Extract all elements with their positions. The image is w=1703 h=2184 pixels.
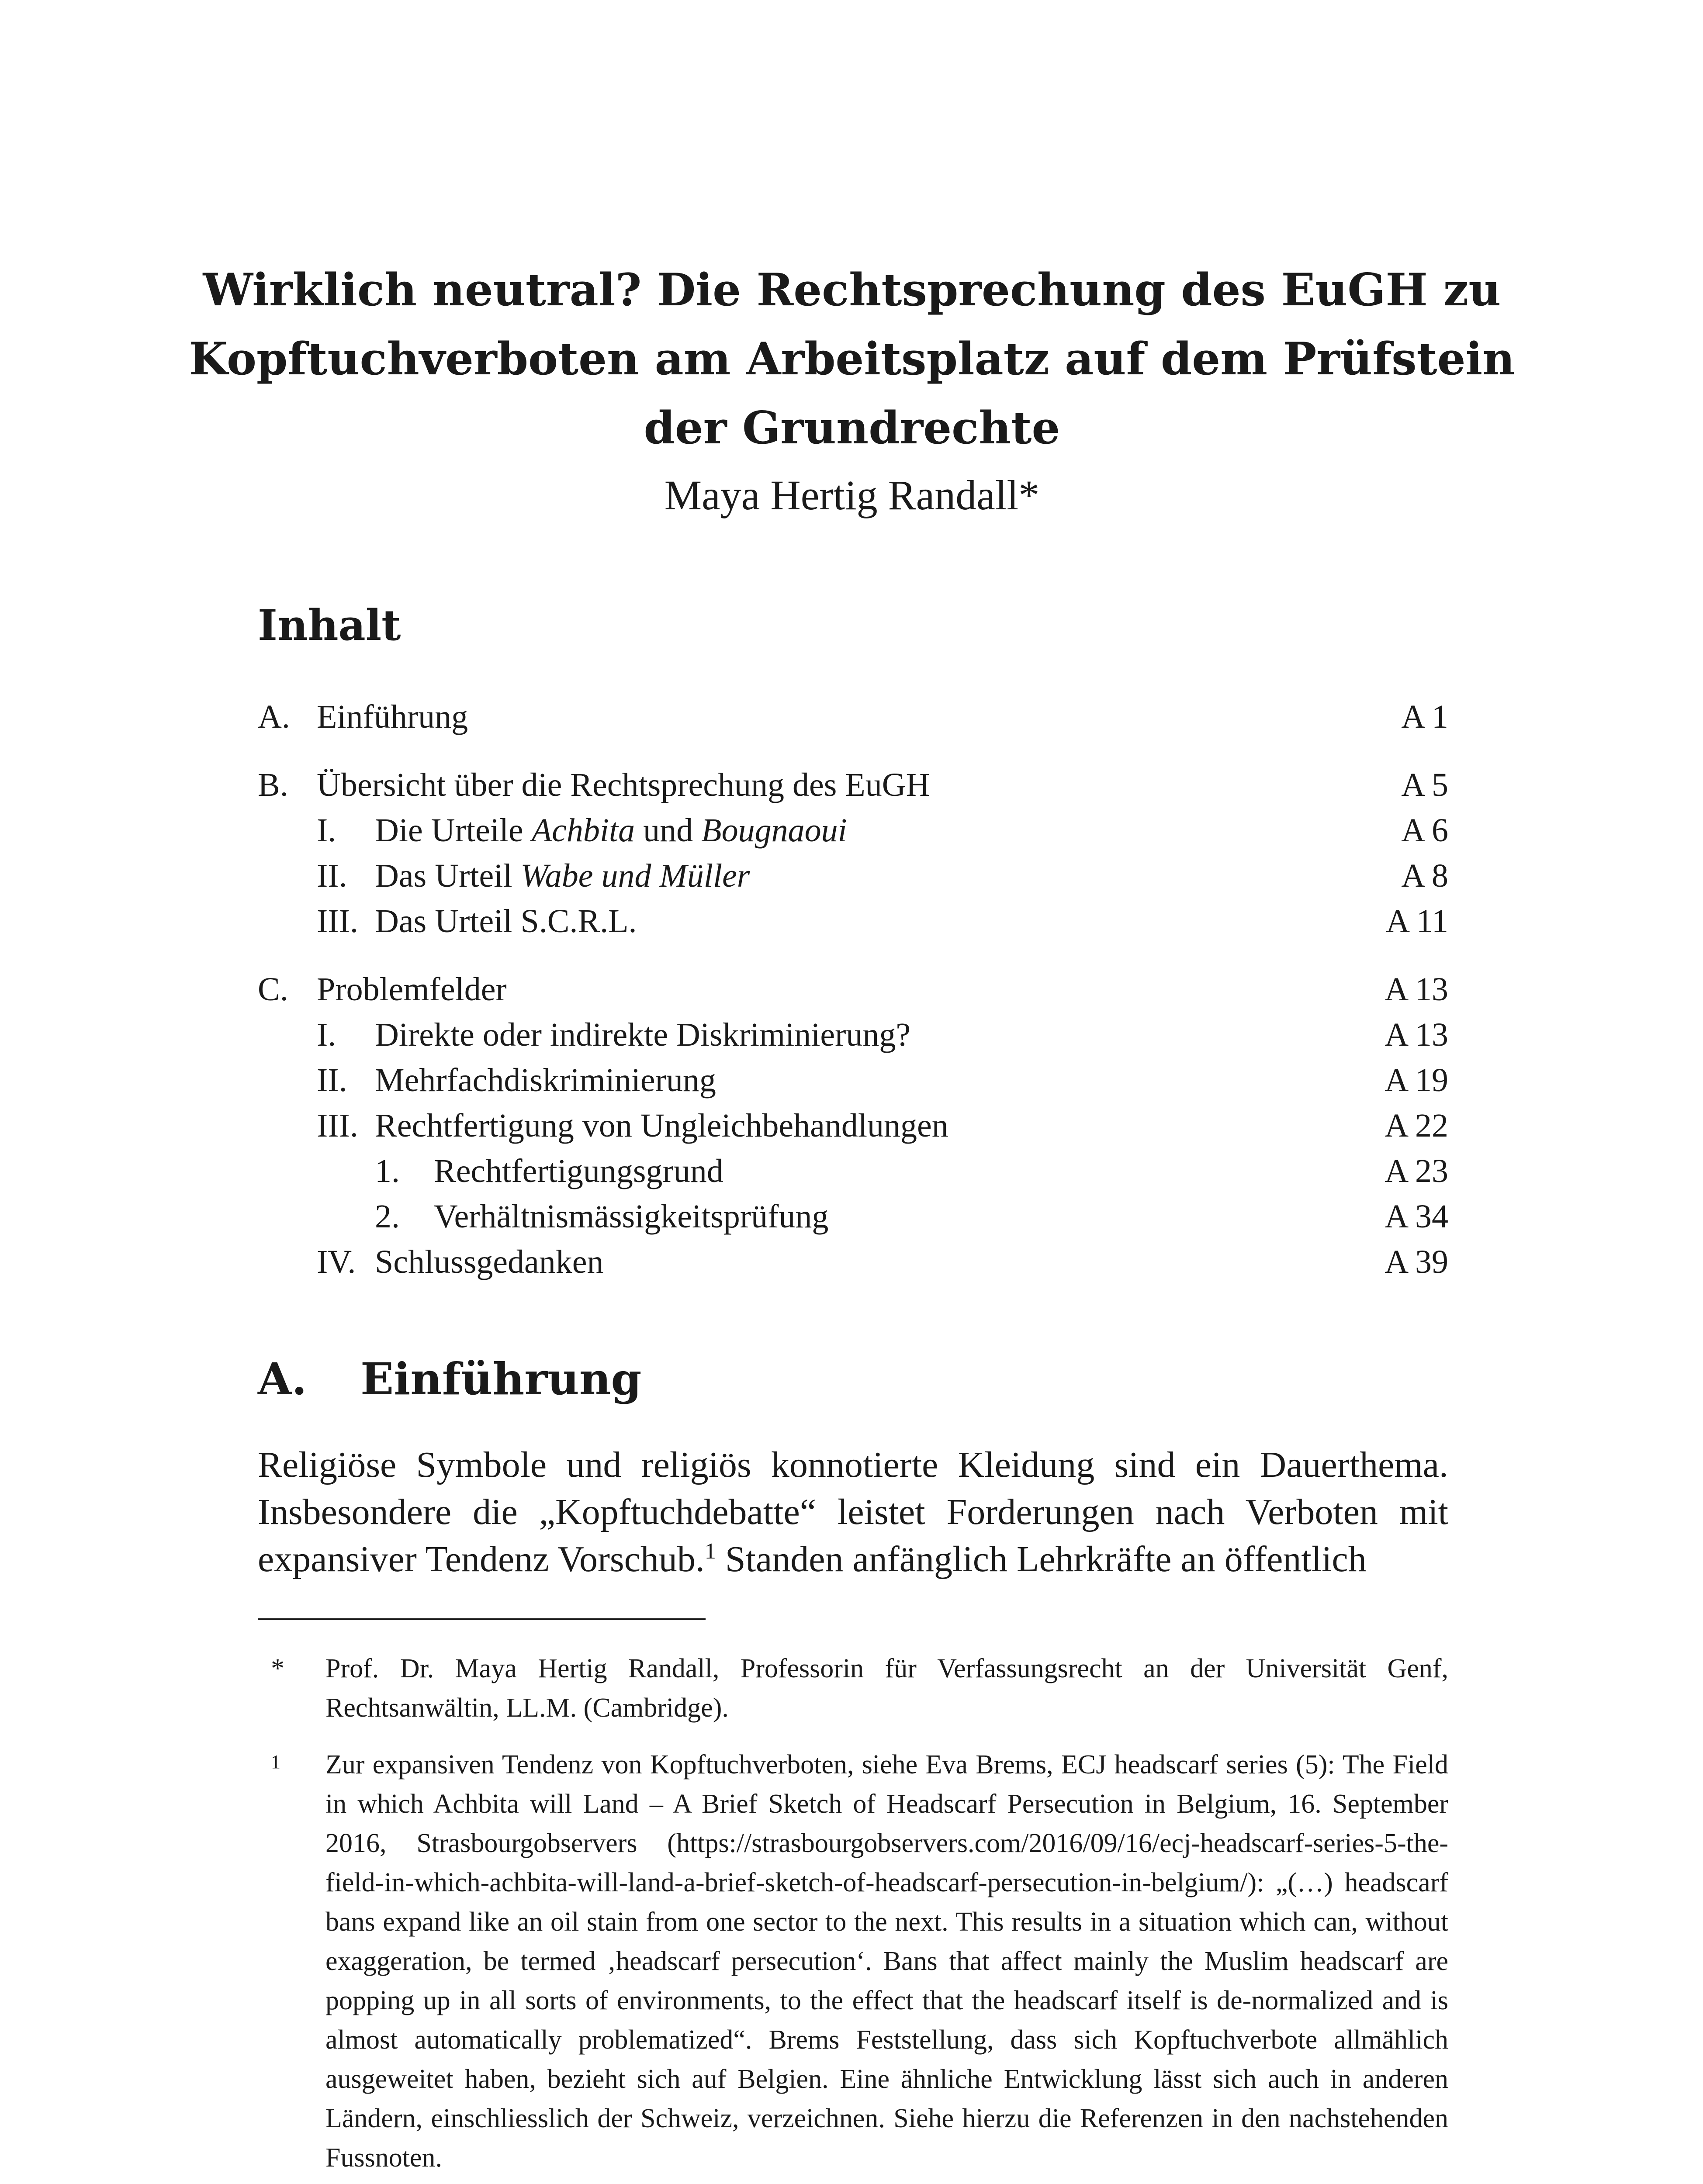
footnote-mark: 1 <box>271 1751 280 1773</box>
toc-number: B. <box>258 767 288 803</box>
toc-page: A 34 <box>1385 1198 1448 1235</box>
toc-page: A 1 <box>1401 698 1448 735</box>
toc-page: A 6 <box>1401 812 1448 849</box>
toc-page: A 39 <box>1385 1244 1448 1280</box>
toc-entry <box>258 1243 1448 1289</box>
toc-number: C. <box>258 971 288 1008</box>
toc-label: Die Urteile Achbita und Bougnaoui <box>375 812 847 849</box>
toc-entry <box>258 857 1448 902</box>
section-title: Einführung <box>360 1353 642 1405</box>
toc-number: III. <box>317 903 358 940</box>
toc-number: IV. <box>317 1244 356 1280</box>
toc-page: A 13 <box>1385 1016 1448 1053</box>
author-name: Maya Hertig Randall* <box>664 472 1040 518</box>
toc-label: Das Urteil S.C.R.L. <box>375 903 637 940</box>
toc-page: A 23 <box>1385 1153 1448 1189</box>
toc-number: 1. <box>375 1153 400 1189</box>
toc-number: A. <box>258 698 290 735</box>
footnote <box>258 1745 1448 2177</box>
toc-entry <box>258 1016 1448 1061</box>
toc-page: A 22 <box>1385 1107 1448 1144</box>
toc-page: A 5 <box>1401 767 1448 803</box>
footnote-text: Zur expansiven Tendenz von Kopftuchverboten, siehe Eva Brems, ECJ headscarf series (5): The Field in which Achbita will Land – A Brief Sketch of Headscarf Persecution in Belgium, 16. September 2016, Strasbourgobservers (https://strasbourgobservers.com/2016/09/16/ecj-headscarf-series-5-the-field-in-which-achbita-will-land-a-brief-sketch-of-headscarf-persecution-in-belgium/): „(…) headscarf bans expand like an oil stain from one sector to the next. This results in a situation which can, without exaggeration, be termed ‚headscarf persecution‘. Bans that affect mainly the Muslim headscarf are popping up in all sorts of environments, to the effect that the headscarf itself is de-normalized and is almost automatically problematized“. Brems Feststellung, dass sich Kopftuchverbote allmählich ausgeweitet haben, bezieht sich auf Belgien. Eine ähnliche Entwicklung lässt sich auch in anderen Ländern, einschliesslich der Schweiz, verzeichnen. Siehe hierzu die Referenzen in den nachstehenden Fussnoten. <box>325 1750 1448 2173</box>
toc-label: Rechtfertigung von Ungleichbehandlungen <box>375 1107 948 1144</box>
section-number: A. <box>258 1353 307 1405</box>
toc-entry <box>258 1152 1448 1198</box>
section-heading <box>258 1353 641 1405</box>
toc-entry <box>258 698 1448 743</box>
toc-page: A 13 <box>1385 971 1448 1008</box>
toc-number: I. <box>317 1016 336 1053</box>
footnote-mark: * <box>271 1654 284 1683</box>
toc-label: Direkte oder indirekte Diskriminierung? <box>375 1016 911 1053</box>
footnote-text: Prof. Dr. Maya Hertig Randall, Professorin für Verfassungsrecht an der Universität Genf, Rechtsanwältin, LL.M. (Cambridge). <box>325 1654 1448 1723</box>
toc-label: Mehrfachdiskriminierung <box>375 1062 716 1099</box>
toc-entry <box>258 766 1448 812</box>
toc-number: II. <box>317 857 347 894</box>
toc-label: Das Urteil Wabe und Müller <box>375 857 750 894</box>
toc-number: 2. <box>375 1198 400 1235</box>
toc-entry <box>258 902 1448 948</box>
toc-label: Problemfelder <box>317 971 507 1008</box>
body-paragraph: Religiöse Symbole und religiös konnotierte Kleidung sind ein Dauerthema. Insbesondere die „Kopftuchdebatte“ leistet Forderungen nach Verboten mit expansiver Tendenz Vorschub.$^1$ Standen anfänglich Lehrkräfte an öffentlich <box>258 1444 1448 1579</box>
footnote-reference: 1 <box>704 1539 716 1564</box>
footnote-separator <box>258 1618 706 1620</box>
footnote <box>258 1649 1448 1728</box>
toc-entry <box>258 812 1448 857</box>
toc-label: Rechtfertigungsgrund <box>434 1153 723 1189</box>
toc-label: Verhältnismässigkeitsprüfung <box>434 1198 829 1235</box>
toc-label: Übersicht über die Rechtsprechung des EuGH <box>317 767 930 803</box>
toc-entry <box>258 1061 1448 1107</box>
toc-number: III. <box>317 1107 358 1144</box>
toc-entry <box>258 1107 1448 1152</box>
toc-number: II. <box>317 1062 347 1099</box>
toc-page: A 19 <box>1385 1062 1448 1099</box>
toc-label: Schlussgedanken <box>375 1244 604 1280</box>
toc-label: Einführung <box>317 698 468 735</box>
table-of-contents <box>258 698 1448 1289</box>
toc-page: A 8 <box>1401 857 1448 894</box>
toc-entry <box>258 1198 1448 1243</box>
toc-number: I. <box>317 812 336 849</box>
toc-entry <box>258 971 1448 1016</box>
toc-heading: Inhalt <box>258 601 401 650</box>
article-title: Wirklich neutral? Die Rechtsprechung des EuGH zu Kopftuchverboten am Arbeitsplatz auf dem Prüfstein der Grundrechte <box>189 264 1515 454</box>
toc-page: A 11 <box>1386 903 1448 940</box>
